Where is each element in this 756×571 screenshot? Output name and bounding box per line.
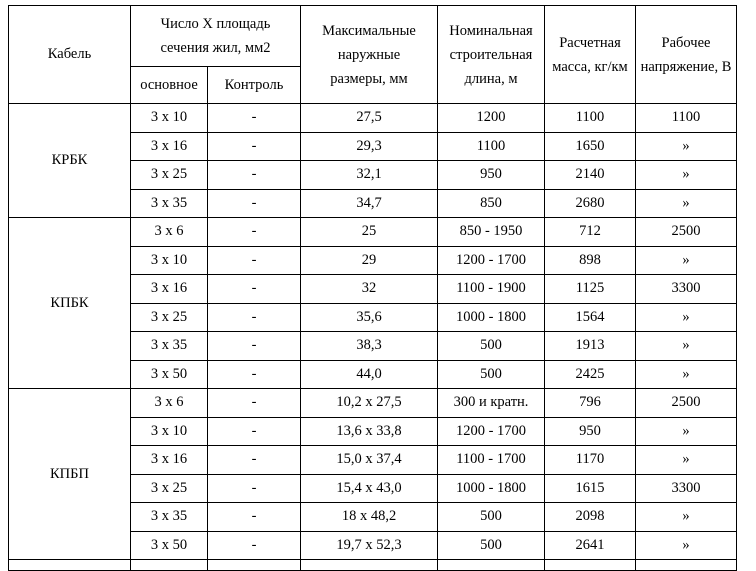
cell-mass: 2641 (545, 531, 636, 560)
table-body (9, 104, 737, 571)
cell-length: 500 (438, 332, 545, 361)
cell-dims: 38,3 (301, 332, 438, 361)
cell-control: - (208, 104, 301, 133)
cell-control: - (208, 389, 301, 418)
cell-voltage: 2500 (636, 218, 737, 247)
cell-dims: 18 х 48,2 (301, 503, 438, 532)
header-section-line1: Число Х площадь (160, 16, 271, 32)
table-row (9, 218, 737, 247)
cell-main: 3 х 25 (131, 161, 208, 190)
cell-main: 3 х 50 (131, 360, 208, 389)
cell-partial (438, 560, 545, 571)
cell-voltage: » (636, 189, 737, 218)
header-section-line2: сечения жил, мм2 (160, 40, 271, 56)
cell-voltage: 1100 (636, 104, 737, 133)
cell-main: 3 х 6 (131, 218, 208, 247)
header-row (9, 6, 737, 67)
cell-dims: 34,7 (301, 189, 438, 218)
header-voltage-line1: Рабочее (661, 34, 711, 51)
cell-partial (208, 560, 301, 571)
cell-main: 3 х 10 (131, 104, 208, 133)
cell-mass: 1564 (545, 303, 636, 332)
cell-voltage: » (636, 531, 737, 560)
cell-mass: 1170 (545, 446, 636, 475)
cell-mass: 796 (545, 389, 636, 418)
cell-mass: 2425 (545, 360, 636, 389)
header-length-line1: Номинальная (449, 22, 533, 39)
cell-partial (9, 560, 131, 571)
cell-voltage: 3300 (636, 275, 737, 304)
table-row (9, 389, 737, 418)
cell-mass: 712 (545, 218, 636, 247)
cable-name-cell: КПБП (9, 389, 131, 560)
cell-length: 850 (438, 189, 545, 218)
cell-length: 1200 - 1700 (438, 246, 545, 275)
cell-voltage: » (636, 446, 737, 475)
cell-main: 3 х 35 (131, 332, 208, 361)
header-section (131, 6, 301, 67)
cell-length: 1100 - 1900 (438, 275, 545, 304)
header-length (438, 6, 545, 104)
cable-name-cell: КРБК (9, 104, 131, 218)
cell-main: 3 х 10 (131, 417, 208, 446)
cell-length: 1000 - 1800 (438, 303, 545, 332)
cell-mass: 1615 (545, 474, 636, 503)
cell-length: 1100 (438, 132, 545, 161)
cell-partial (131, 560, 208, 571)
cell-mass: 1125 (545, 275, 636, 304)
cell-mass: 898 (545, 246, 636, 275)
cell-partial (545, 560, 636, 571)
cell-dims: 13,6 х 33,8 (301, 417, 438, 446)
cell-main: 3 х 50 (131, 531, 208, 560)
cell-dims: 32,1 (301, 161, 438, 190)
cell-voltage: 3300 (636, 474, 737, 503)
header-mass-line1: Расчетная (559, 34, 621, 51)
header-dimensions-line3: размеры, мм (330, 70, 408, 87)
cell-dims: 32 (301, 275, 438, 304)
cell-main: 3 х 10 (131, 246, 208, 275)
cell-voltage: » (636, 303, 737, 332)
cell-main: 3 х 16 (131, 446, 208, 475)
cell-partial (301, 560, 438, 571)
cell-dims: 29,3 (301, 132, 438, 161)
cell-voltage: » (636, 503, 737, 532)
cell-voltage: » (636, 132, 737, 161)
cell-control: - (208, 218, 301, 247)
header-main: основное (131, 67, 208, 104)
cell-voltage: » (636, 360, 737, 389)
cell-mass: 2140 (545, 161, 636, 190)
header-control: Контроль (208, 67, 301, 104)
cell-main: 3 х 25 (131, 474, 208, 503)
cell-control: - (208, 531, 301, 560)
header-length-line3: длина, м (464, 70, 518, 87)
cell-length: 1200 (438, 104, 545, 133)
cell-dims: 35,6 (301, 303, 438, 332)
cell-voltage: 2500 (636, 389, 737, 418)
cell-control: - (208, 474, 301, 503)
cell-control: - (208, 446, 301, 475)
cell-dims: 44,0 (301, 360, 438, 389)
cell-length: 850 - 1950 (438, 218, 545, 247)
cell-partial (636, 560, 737, 571)
cell-control: - (208, 360, 301, 389)
cell-control: - (208, 503, 301, 532)
cell-main: 3 х 35 (131, 189, 208, 218)
cell-dims: 19,7 х 52,3 (301, 531, 438, 560)
cell-control: - (208, 161, 301, 190)
cell-length: 1100 - 1700 (438, 446, 545, 475)
cell-voltage: » (636, 246, 737, 275)
cell-control: - (208, 189, 301, 218)
cell-control: - (208, 246, 301, 275)
table-row (9, 104, 737, 133)
cell-main: 3 х 16 (131, 132, 208, 161)
header-length-line2: строительная (449, 46, 533, 63)
cell-dims: 29 (301, 246, 438, 275)
cell-length: 1200 - 1700 (438, 417, 545, 446)
cell-control: - (208, 417, 301, 446)
cell-control: - (208, 132, 301, 161)
cell-main: 3 х 25 (131, 303, 208, 332)
cable-name-cell: КПБК (9, 218, 131, 389)
cell-voltage: » (636, 161, 737, 190)
header-voltage-line2: напряжение, В (640, 58, 732, 75)
cable-specs-table (8, 5, 737, 571)
header-mass (545, 6, 636, 104)
cell-main: 3 х 35 (131, 503, 208, 532)
header-dimensions-line1: Максимальные (322, 22, 416, 39)
table-row-partial (9, 560, 737, 571)
cell-mass: 2098 (545, 503, 636, 532)
cell-mass: 950 (545, 417, 636, 446)
cell-dims: 25 (301, 218, 438, 247)
cell-control: - (208, 303, 301, 332)
header-dimensions-line2: наружные (337, 46, 401, 63)
cell-dims: 15,0 х 37,4 (301, 446, 438, 475)
header-voltage (636, 6, 737, 104)
cell-mass: 1913 (545, 332, 636, 361)
header-cable: Кабель (9, 6, 131, 104)
cell-dims: 15,4 х 43,0 (301, 474, 438, 503)
cell-length: 950 (438, 161, 545, 190)
cell-length: 300 и кратн. (438, 389, 545, 418)
cell-dims: 27,5 (301, 104, 438, 133)
cell-mass: 1650 (545, 132, 636, 161)
cell-length: 500 (438, 531, 545, 560)
header-dimensions (301, 6, 438, 104)
header-mass-line2: масса, кг/км (552, 58, 628, 75)
cell-mass: 1100 (545, 104, 636, 133)
cell-voltage: » (636, 417, 737, 446)
cell-voltage: » (636, 332, 737, 361)
cell-length: 1000 - 1800 (438, 474, 545, 503)
cell-length: 500 (438, 503, 545, 532)
cell-dims: 10,2 х 27,5 (301, 389, 438, 418)
cell-control: - (208, 275, 301, 304)
cell-main: 3 х 16 (131, 275, 208, 304)
cell-mass: 2680 (545, 189, 636, 218)
cell-length: 500 (438, 360, 545, 389)
cell-control: - (208, 332, 301, 361)
cell-main: 3 х 6 (131, 389, 208, 418)
